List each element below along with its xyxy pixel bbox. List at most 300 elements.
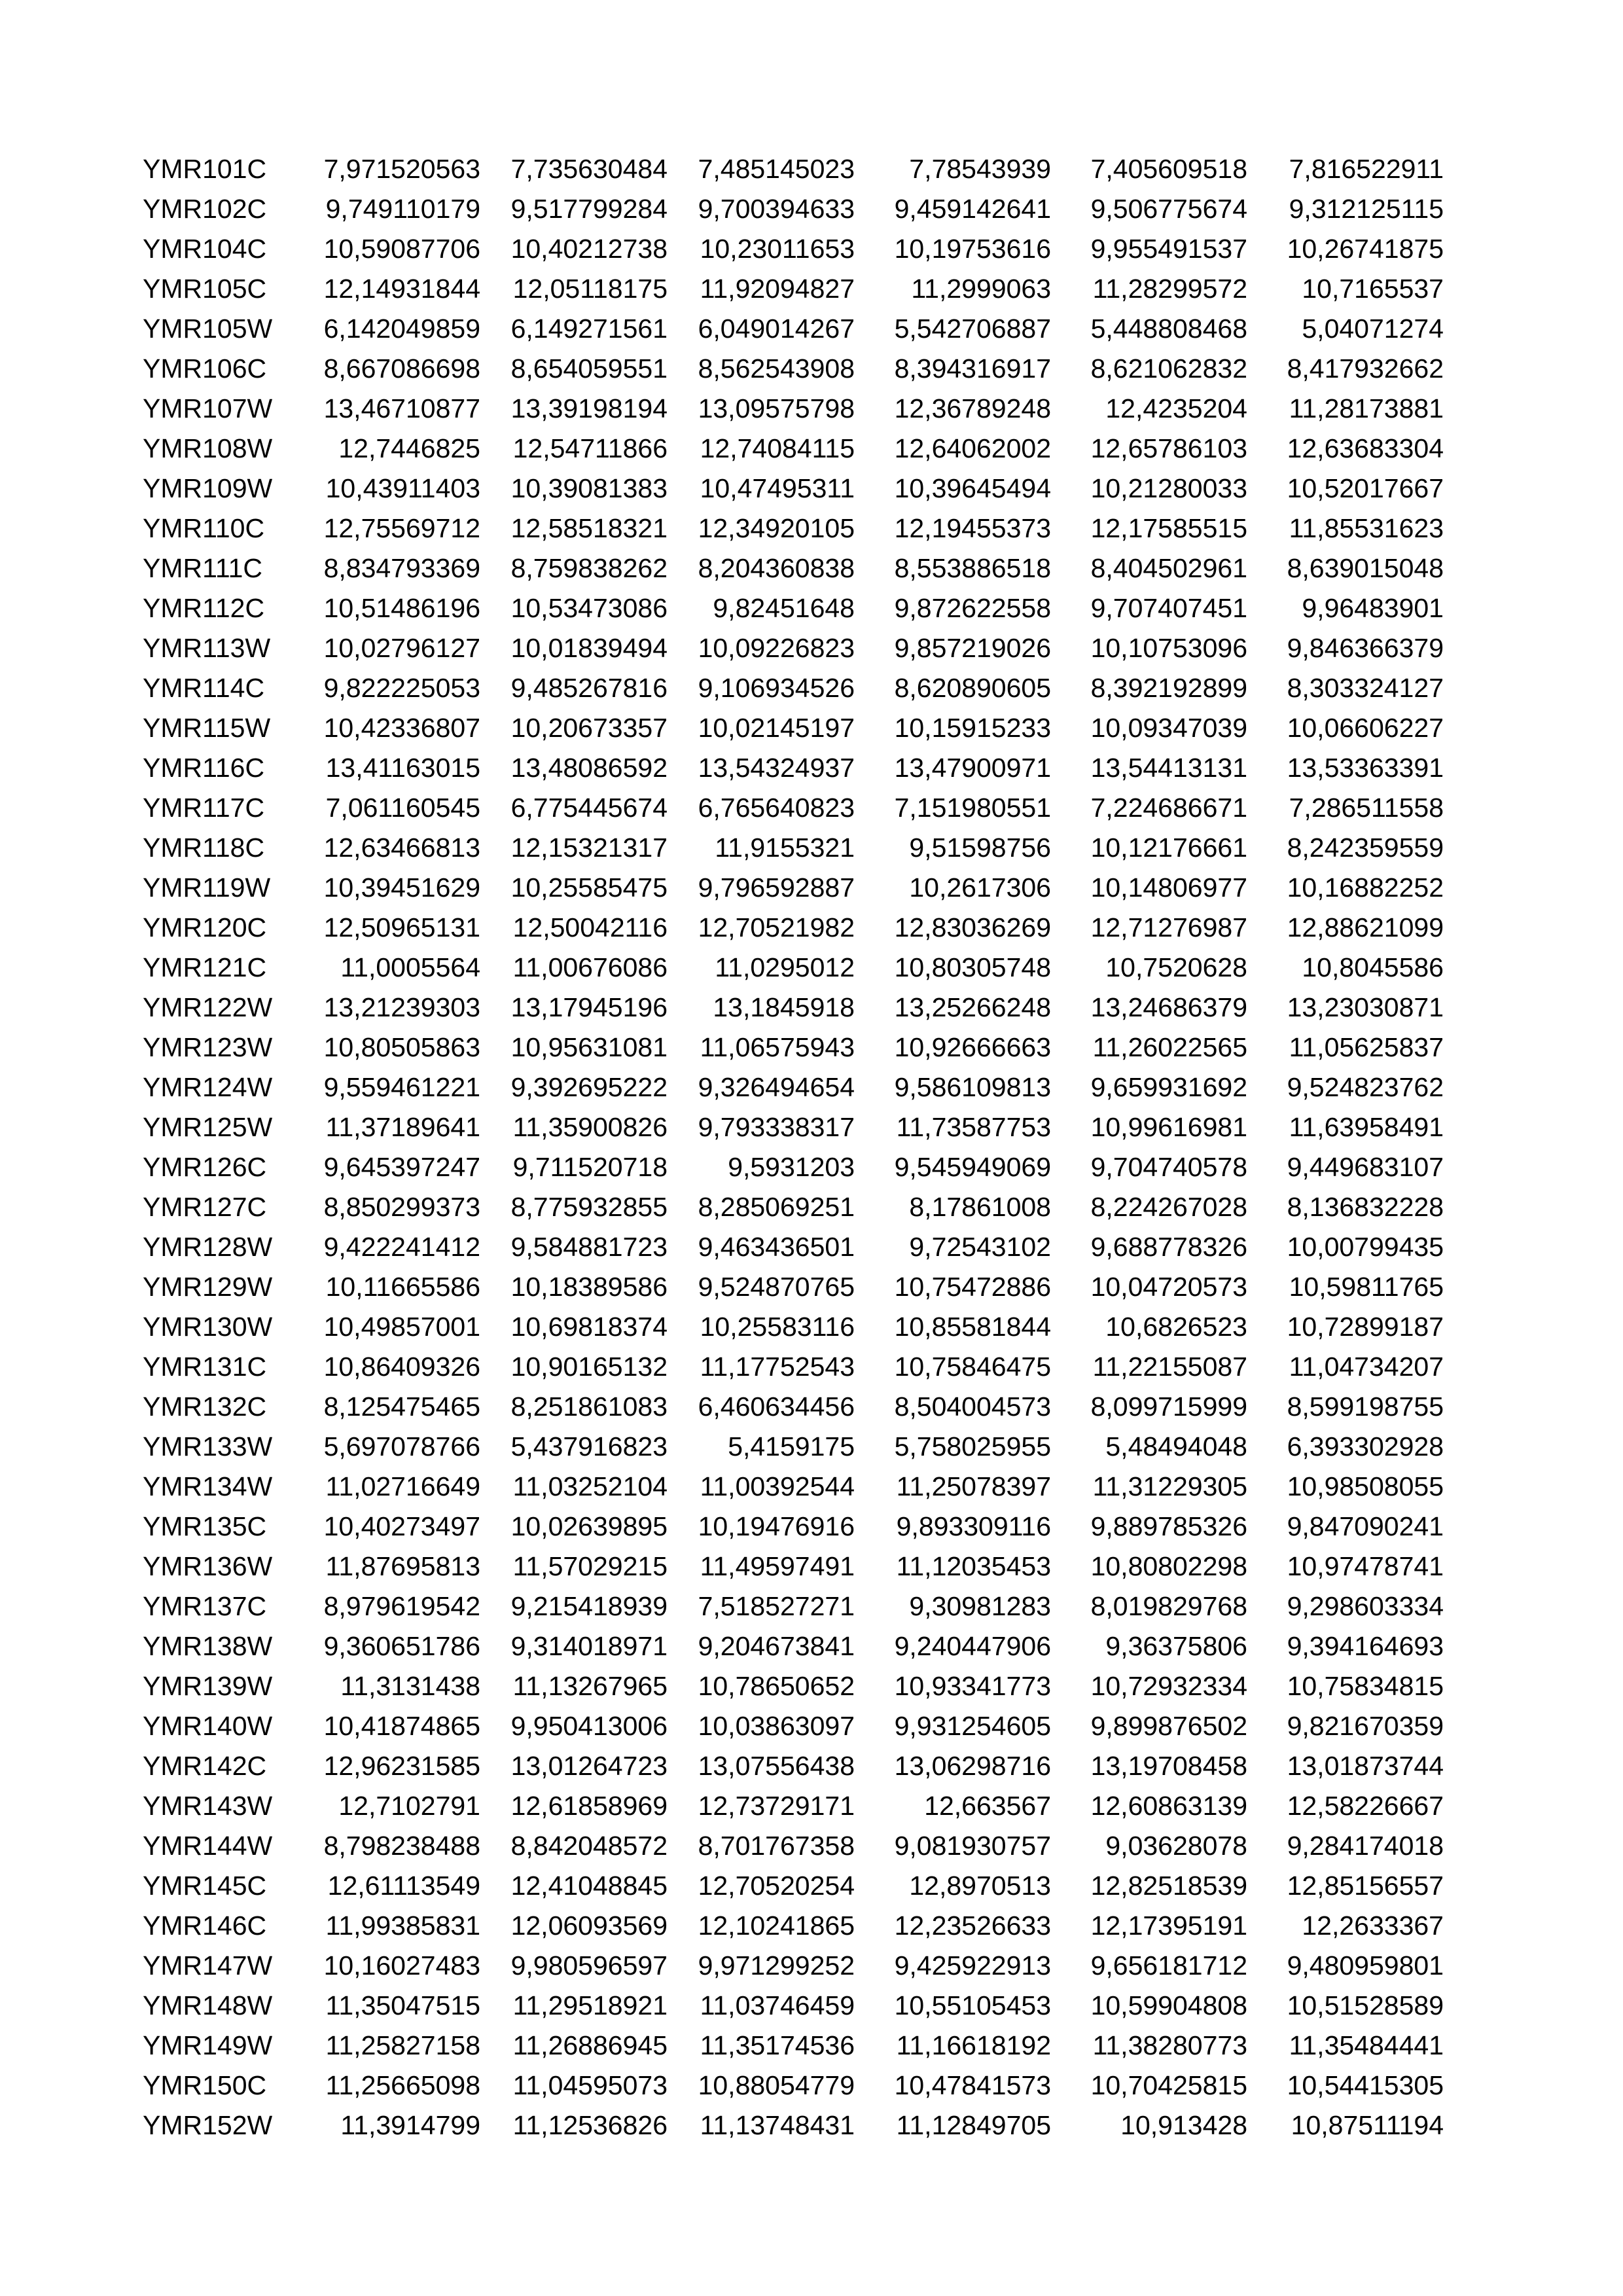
value-cell: 10,42336807 (323, 713, 480, 743)
gene-id-cell: YMR104C (143, 234, 267, 264)
value-cell: 9,971299252 (698, 1950, 855, 1981)
value-cell: 12,17585515 (1090, 513, 1247, 543)
value-cell: 5,4159175 (728, 1431, 855, 1462)
value-cell: 9,545949069 (894, 1152, 1051, 1182)
value-cell: 13,07556438 (698, 1751, 855, 1781)
value-cell: 11,35900826 (512, 1112, 668, 1142)
value-cell: 10,39645494 (894, 473, 1051, 503)
table-row (143, 389, 1444, 429)
value-cell: 8,654059551 (510, 353, 668, 384)
table-row (143, 1826, 1444, 1866)
gene-id-cell: YMR129W (143, 1272, 273, 1302)
value-cell: 10,18389586 (510, 1272, 668, 1302)
value-cell: 6,460634456 (698, 1391, 855, 1422)
value-cell: 10,40273497 (323, 1511, 480, 1541)
value-cell: 6,775445674 (510, 793, 668, 823)
value-cell: 9,422241412 (323, 1232, 480, 1262)
value-cell: 9,955491537 (1090, 234, 1247, 264)
value-cell: 13,1845918 (713, 992, 855, 1022)
table-row (143, 1147, 1444, 1187)
value-cell: 10,75834815 (1287, 1671, 1444, 1701)
value-cell: 12,71276987 (1090, 912, 1247, 942)
value-cell: 5,697078766 (323, 1431, 480, 1462)
value-cell: 9,931254605 (894, 1711, 1051, 1741)
table-row (143, 1666, 1444, 1706)
value-cell: 10,47841573 (894, 2070, 1051, 2100)
gene-id-cell: YMR134W (143, 1471, 273, 1501)
table-row (143, 1227, 1444, 1267)
value-cell: 8,224267028 (1090, 1192, 1247, 1222)
value-cell: 8,392192899 (1090, 673, 1247, 703)
value-cell: 10,00799435 (1287, 1232, 1444, 1262)
gene-id-cell: YMR133W (143, 1431, 273, 1462)
value-cell: 10,02145197 (698, 713, 855, 743)
table-row (143, 1786, 1444, 1826)
value-cell: 8,019829768 (1090, 1591, 1247, 1621)
value-cell: 8,850299373 (323, 1192, 480, 1222)
table-row (143, 229, 1444, 269)
value-cell: 11,29518921 (512, 1990, 668, 2020)
value-cell: 13,46710877 (323, 393, 480, 423)
gene-id-cell: YMR116C (143, 753, 265, 783)
value-cell: 10,16882252 (1287, 872, 1444, 903)
value-cell: 8,17861008 (909, 1192, 1051, 1222)
value-cell: 9,204673841 (698, 1631, 855, 1661)
value-cell: 10,23011653 (700, 234, 855, 264)
value-cell: 12,41048845 (510, 1871, 668, 1901)
value-cell: 10,02639895 (510, 1511, 668, 1541)
table-row (143, 1547, 1444, 1587)
table-row (143, 748, 1444, 788)
value-cell: 8,417932662 (1287, 353, 1444, 384)
gene-id-cell: YMR135C (143, 1511, 267, 1541)
table-row (143, 668, 1444, 708)
value-cell: 11,00392544 (700, 1471, 855, 1501)
gene-id-cell: YMR121C (143, 952, 267, 982)
value-cell: 7,151980551 (894, 793, 1051, 823)
table-row (143, 189, 1444, 229)
gene-id-cell: YMR125W (143, 1112, 273, 1142)
value-cell: 12,34920105 (698, 513, 855, 543)
value-cell: 12,8970513 (909, 1871, 1051, 1901)
value-cell: 11,28299572 (1092, 274, 1247, 304)
value-cell: 9,847090241 (1287, 1511, 1444, 1541)
value-cell: 9,980596597 (510, 1950, 668, 1981)
value-cell: 9,449683107 (1287, 1152, 1444, 1182)
gene-id-cell: YMR139W (143, 1671, 273, 1701)
value-cell: 9,82451648 (713, 593, 855, 623)
gene-id-cell: YMR115W (143, 713, 271, 743)
value-cell: 10,97478741 (1287, 1551, 1444, 1581)
value-cell: 12,05118175 (512, 274, 668, 304)
value-cell: 10,75846475 (894, 1352, 1051, 1382)
value-cell: 9,314018971 (510, 1631, 668, 1661)
gene-id-cell: YMR142C (143, 1751, 267, 1781)
value-cell: 12,82518539 (1090, 1871, 1247, 1901)
value-cell: 10,41874865 (323, 1711, 480, 1741)
value-cell: 10,95631081 (510, 1032, 668, 1062)
value-cell: 9,459142641 (894, 194, 1051, 224)
gene-id-cell: YMR137C (143, 1591, 267, 1621)
value-cell: 9,749110179 (325, 194, 480, 224)
value-cell: 12,70521982 (698, 912, 855, 942)
table-row (143, 2106, 1444, 2145)
value-cell: 9,559461221 (323, 1072, 480, 1102)
value-cell: 6,142049859 (323, 314, 480, 344)
value-cell: 10,53473086 (510, 593, 668, 623)
gene-id-cell: YMR122W (143, 992, 273, 1022)
table-row (143, 429, 1444, 469)
gene-id-cell: YMR105C (143, 274, 267, 304)
value-cell: 10,25583116 (700, 1312, 855, 1342)
gene-id-cell: YMR109W (143, 473, 273, 503)
value-cell: 9,72543102 (909, 1232, 1051, 1262)
value-cell: 9,517799284 (510, 194, 668, 224)
value-cell: 9,586109813 (894, 1072, 1051, 1102)
value-cell: 12,61858969 (510, 1791, 668, 1821)
value-cell: 9,688778326 (1090, 1232, 1247, 1262)
value-cell: 10,49857001 (323, 1312, 480, 1342)
value-cell: 10,47495311 (700, 473, 855, 503)
value-cell: 11,9155321 (715, 833, 855, 863)
gene-id-cell: YMR102C (143, 194, 267, 224)
value-cell: 11,25827158 (325, 2030, 480, 2060)
value-cell: 10,7165537 (1302, 274, 1444, 304)
gene-id-cell: YMR114C (143, 673, 265, 703)
value-cell: 11,3131438 (340, 1671, 480, 1701)
value-cell: 10,78650652 (698, 1671, 855, 1701)
value-cell: 8,204360838 (698, 553, 855, 583)
value-cell: 10,59087706 (323, 234, 480, 264)
value-cell: 13,23030871 (1287, 992, 1444, 1022)
value-cell: 11,04734207 (1289, 1352, 1444, 1382)
value-cell: 12,50965131 (323, 912, 480, 942)
gene-id-cell: YMR136W (143, 1551, 273, 1581)
value-cell: 13,24686379 (1090, 992, 1247, 1022)
gene-id-cell: YMR144W (143, 1831, 273, 1861)
value-cell: 8,834793369 (323, 553, 480, 583)
value-cell: 11,04595073 (512, 2070, 668, 2100)
value-cell: 11,13267965 (512, 1671, 668, 1701)
value-cell: 10,02796127 (323, 633, 480, 663)
value-cell: 9,215418939 (510, 1591, 668, 1621)
value-cell: 12,75569712 (323, 513, 480, 543)
value-cell: 10,39081383 (510, 473, 668, 503)
value-cell: 8,504004573 (894, 1391, 1051, 1422)
table-row (143, 588, 1444, 628)
table-row (143, 1626, 1444, 1666)
value-cell: 11,05625837 (1289, 1032, 1444, 1062)
table-row (143, 149, 1444, 189)
value-cell: 10,8045586 (1302, 952, 1444, 982)
value-cell: 8,303324127 (1287, 673, 1444, 703)
value-cell: 9,857219026 (894, 633, 1051, 663)
table-row (143, 2026, 1444, 2066)
value-cell: 12,17395191 (1090, 1910, 1247, 1941)
value-cell: 12,70520254 (698, 1871, 855, 1901)
value-cell: 12,7102791 (338, 1791, 480, 1821)
value-cell: 8,553886518 (894, 553, 1051, 583)
value-cell: 7,518527271 (698, 1591, 855, 1621)
table-row (143, 1427, 1444, 1467)
gene-id-cell: YMR150C (143, 2070, 267, 2100)
value-cell: 13,17945196 (510, 992, 668, 1022)
value-cell: 8,620890605 (894, 673, 1051, 703)
value-cell: 11,22155087 (1092, 1352, 1247, 1382)
value-cell: 9,524870765 (698, 1272, 855, 1302)
value-cell: 12,50042116 (512, 912, 668, 942)
table-row (143, 1587, 1444, 1626)
value-cell: 8,285069251 (698, 1192, 855, 1222)
value-cell: 11,17752543 (700, 1352, 855, 1382)
value-cell: 6,049014267 (698, 314, 855, 344)
value-cell: 5,448808468 (1090, 314, 1247, 344)
value-cell: 9,425922913 (894, 1950, 1051, 1981)
table-row (143, 1067, 1444, 1107)
gene-id-cell: YMR146C (143, 1910, 267, 1941)
value-cell: 8,979619542 (323, 1591, 480, 1621)
value-cell: 9,711520718 (512, 1152, 668, 1182)
table-row (143, 628, 1444, 668)
value-cell: 10,51528589 (1287, 1990, 1444, 2020)
value-cell: 12,74084115 (700, 433, 855, 463)
value-cell: 10,80802298 (1090, 1551, 1247, 1581)
table-row (143, 1906, 1444, 1946)
value-cell: 10,09226823 (698, 633, 855, 663)
gene-id-cell: YMR119W (143, 872, 271, 903)
value-cell: 10,51486196 (323, 593, 480, 623)
value-cell: 13,53363391 (1287, 753, 1444, 783)
value-cell: 10,10753096 (1090, 633, 1247, 663)
value-cell: 9,394164693 (1287, 1631, 1444, 1661)
value-cell: 7,061160545 (325, 793, 480, 823)
value-cell: 8,251861083 (510, 1391, 668, 1422)
gene-id-cell: YMR113W (143, 633, 271, 663)
value-cell: 9,899876502 (1090, 1711, 1247, 1741)
value-cell: 13,39198194 (510, 393, 668, 423)
value-cell: 12,73729171 (698, 1791, 855, 1821)
gene-id-cell: YMR145C (143, 1871, 267, 1901)
table-row (143, 988, 1444, 1028)
value-cell: 8,798238488 (323, 1831, 480, 1861)
value-cell: 8,242359559 (1287, 833, 1444, 863)
value-cell: 9,326494654 (698, 1072, 855, 1102)
table-row (143, 509, 1444, 548)
table-row (143, 349, 1444, 389)
value-cell: 12,23526633 (894, 1910, 1051, 1941)
value-cell: 8,404502961 (1090, 553, 1247, 583)
value-cell: 9,704740578 (1090, 1152, 1247, 1182)
value-cell: 8,621062832 (1090, 353, 1247, 384)
value-cell: 10,88054779 (698, 2070, 855, 2100)
value-cell: 9,485267816 (510, 673, 668, 703)
value-cell: 8,842048572 (510, 1831, 668, 1861)
value-cell: 10,40212738 (510, 234, 668, 264)
value-cell: 10,19476916 (698, 1511, 855, 1541)
value-cell: 11,26886945 (512, 2030, 668, 2060)
value-cell: 11,06575943 (700, 1032, 855, 1062)
value-cell: 11,73587753 (896, 1112, 1051, 1142)
value-cell: 5,542706887 (894, 314, 1051, 344)
value-cell: 6,149271561 (510, 314, 668, 344)
value-cell: 12,64062002 (894, 433, 1051, 463)
value-cell: 10,39451629 (323, 872, 480, 903)
value-cell: 9,284174018 (1287, 1831, 1444, 1861)
value-cell: 9,889785326 (1090, 1511, 1247, 1541)
value-cell: 9,240447906 (894, 1631, 1051, 1661)
value-cell: 10,12176661 (1090, 833, 1247, 863)
value-cell: 11,35174536 (700, 2030, 855, 2060)
value-cell: 11,35484441 (1289, 2030, 1444, 2060)
table-row (143, 2066, 1444, 2106)
gene-id-cell: YMR132C (143, 1391, 267, 1422)
gene-id-cell: YMR111C (143, 553, 263, 583)
gene-id-cell: YMR117C (143, 793, 265, 823)
value-cell: 10,43911403 (325, 473, 480, 503)
table-row (143, 309, 1444, 349)
value-cell: 11,12849705 (896, 2110, 1051, 2140)
value-cell: 12,60863139 (1090, 1791, 1247, 1821)
table-row (143, 1387, 1444, 1427)
value-cell: 9,36375806 (1105, 1631, 1247, 1661)
value-cell: 10,6826523 (1105, 1312, 1247, 1342)
value-cell: 12,06093569 (510, 1910, 668, 1941)
value-cell: 12,58226667 (1287, 1791, 1444, 1821)
table-row (143, 948, 1444, 988)
value-cell: 12,88621099 (1287, 912, 1444, 942)
value-cell: 9,51598756 (909, 833, 1051, 863)
value-cell: 11,3914799 (340, 2110, 480, 2140)
value-cell: 8,099715999 (1090, 1391, 1247, 1422)
table-row (143, 269, 1444, 309)
value-cell: 12,85156557 (1287, 1871, 1444, 1901)
value-cell: 10,86409326 (323, 1352, 480, 1382)
value-cell: 10,98508055 (1287, 1471, 1444, 1501)
table-row (143, 548, 1444, 588)
gene-id-cell: YMR106C (143, 353, 267, 384)
value-cell: 10,52017667 (1287, 473, 1444, 503)
value-cell: 9,5931203 (728, 1152, 855, 1182)
value-cell: 5,758025955 (894, 1431, 1051, 1462)
value-cell: 8,394316917 (894, 353, 1051, 384)
value-cell: 11,28173881 (1289, 393, 1444, 423)
table-row (143, 1746, 1444, 1786)
value-cell: 10,90165132 (510, 1352, 668, 1382)
value-cell: 9,298603334 (1287, 1591, 1444, 1621)
value-cell: 7,286511558 (1289, 793, 1444, 823)
value-cell: 9,524823762 (1287, 1072, 1444, 1102)
value-cell: 9,392695222 (510, 1072, 668, 1102)
gene-id-cell: YMR143W (143, 1791, 273, 1821)
value-cell: 11,25078397 (896, 1471, 1051, 1501)
value-cell: 9,950413006 (510, 1711, 668, 1741)
value-cell: 9,893309116 (896, 1511, 1051, 1541)
value-cell: 11,37189641 (325, 1112, 480, 1142)
value-cell: 10,19753616 (894, 234, 1051, 264)
value-cell: 10,06606227 (1287, 713, 1444, 743)
value-cell: 12,54711866 (512, 433, 668, 463)
gene-id-cell: YMR108W (143, 433, 273, 463)
value-cell: 10,75472886 (894, 1272, 1051, 1302)
value-cell: 9,656181712 (1090, 1950, 1247, 1981)
value-cell: 8,599198755 (1287, 1391, 1444, 1422)
value-cell: 8,775932855 (510, 1192, 668, 1222)
value-cell: 13,48086592 (510, 753, 668, 783)
value-cell: 12,15321317 (510, 833, 668, 863)
value-cell: 9,106934526 (698, 673, 855, 703)
value-cell: 11,03252104 (512, 1471, 668, 1501)
value-cell: 9,506775674 (1090, 194, 1247, 224)
value-cell: 11,63958491 (1289, 1112, 1444, 1142)
value-cell: 9,793338317 (698, 1112, 855, 1142)
value-cell: 9,659931692 (1090, 1072, 1247, 1102)
value-cell: 9,822225053 (323, 673, 480, 703)
value-cell: 10,59904808 (1090, 1990, 1247, 2020)
value-cell: 8,562543908 (698, 353, 855, 384)
value-cell: 10,92666663 (894, 1032, 1051, 1062)
value-cell: 5,04071274 (1302, 314, 1444, 344)
value-cell: 11,03746459 (700, 1990, 855, 2020)
value-cell: 10,69818374 (510, 1312, 668, 1342)
gene-id-cell: YMR118C (143, 833, 265, 863)
table-row (143, 1187, 1444, 1227)
value-cell: 9,700394633 (698, 194, 855, 224)
value-cell: 8,136832228 (1287, 1192, 1444, 1222)
value-cell: 11,16618192 (896, 2030, 1051, 2060)
data-table (143, 149, 1444, 2145)
value-cell: 10,03863097 (698, 1711, 855, 1741)
value-cell: 12,663567 (924, 1791, 1051, 1821)
value-cell: 10,14806977 (1090, 872, 1247, 903)
value-cell: 11,31229305 (1092, 1471, 1247, 1501)
value-cell: 10,7520628 (1105, 952, 1247, 982)
gene-id-cell: YMR107W (143, 393, 273, 423)
value-cell: 9,645397247 (323, 1152, 480, 1182)
value-cell: 10,16027483 (323, 1950, 480, 1981)
gene-id-cell: YMR127C (143, 1192, 267, 1222)
value-cell: 5,437916823 (510, 1431, 668, 1462)
table-row (143, 908, 1444, 948)
gene-id-cell: YMR101C (143, 154, 267, 184)
value-cell: 7,485145023 (698, 154, 855, 184)
gene-id-cell: YMR126C (143, 1152, 267, 1182)
value-cell: 11,2999063 (911, 274, 1051, 304)
value-cell: 7,405609518 (1090, 154, 1247, 184)
value-cell: 13,25266248 (894, 992, 1051, 1022)
value-cell: 11,99385831 (325, 1910, 480, 1941)
value-cell: 10,913428 (1120, 2110, 1247, 2140)
value-cell: 10,26741875 (1287, 234, 1444, 264)
value-cell: 12,10241865 (698, 1910, 855, 1941)
value-cell: 9,872622558 (894, 593, 1051, 623)
value-cell: 10,20673357 (510, 713, 668, 743)
value-cell: 11,85531623 (1289, 513, 1444, 543)
value-cell: 11,12536826 (512, 2110, 668, 2140)
value-cell: 9,480959801 (1287, 1950, 1444, 1981)
value-cell: 12,36789248 (894, 393, 1051, 423)
table-row (143, 1028, 1444, 1067)
gene-id-cell: YMR138W (143, 1631, 273, 1661)
gene-id-cell: YMR149W (143, 2030, 273, 2060)
gene-id-cell: YMR152W (143, 2110, 273, 2140)
value-cell: 8,639015048 (1287, 553, 1444, 583)
value-cell: 7,78543939 (909, 154, 1051, 184)
value-cell: 8,667086698 (323, 353, 480, 384)
table-row (143, 1866, 1444, 1906)
value-cell: 12,14931844 (323, 274, 480, 304)
table-row (143, 1467, 1444, 1507)
value-cell: 10,04720573 (1090, 1272, 1247, 1302)
